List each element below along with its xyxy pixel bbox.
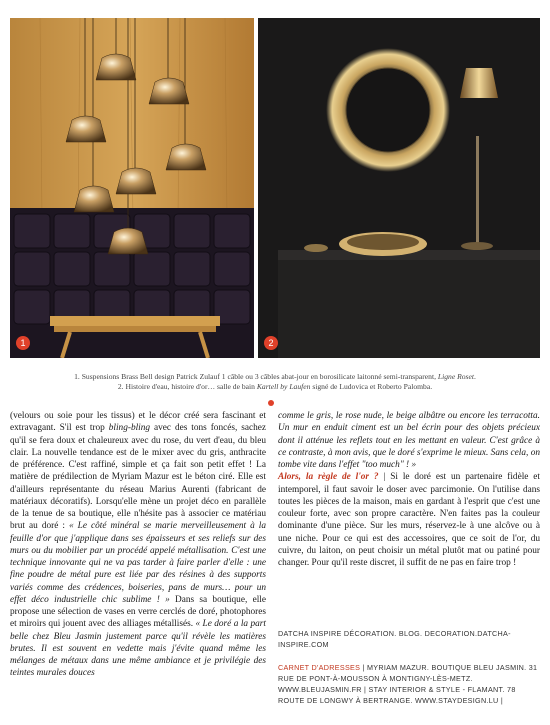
text-run: Dans sa boutique, elle propose une sélection de vases en verre cerclés de doré, photophores et miroirs qui jouent avec des alliages métallisés. <box>10 594 266 630</box>
photo-number-badge: 2 <box>264 336 278 350</box>
article-column-right <box>278 410 540 569</box>
text-run: avec des tons foncés, sachez qu'il se fera doux et chaleureux avec du rose, du vert d'eau, du bleu clair. La nouvelle tendance est de le mixer avec du gris, anthracite de préférence. C'est raffiné, simple et ça fait son petit effet ! La matière de prédilection de Myriam Mazur est le béton ciré. Elle est d'ailleurs représentante du réseau Marius Aurenti (fabricant de matériaux décoratifs). Lorsqu'elle mène un projet déco en parallèle de la tenue de sa boutique, elle n'hésite pas à associer ce matériau brut au doré : <box>10 423 266 532</box>
address-book-text: | MYRIAM MAZUR. BOUTIQUE BLEU JASMIN. 31 RUE DE PONT-À-MOUSSON À MONTIGNY-LÈS-METZ. WWW.BLEUJASMIN.FR | STAY INTERIOR & STYLE - FLAMANT. 78 ROUTE DE LONGWY À BERTRANGE. WWW.STAYDESIGN.LU | <box>278 663 538 705</box>
text-run: « Le doré a la part belle chez Bleu Jasmin justement parce qu'il révèle les matières brutes. Il est souvent en vedette mais j'évite quand même les mélanges de métaux dans une même ambiance et je privilégie des teintes murales douces <box>10 619 266 679</box>
caption-line-2: 2. Histoire d'eau, histoire d'or… salle de bain Kartell by Laufen signé de Ludovica et Roberto Palomba. <box>117 382 433 391</box>
credit-blog: DATCHA INSPIRE DÉCORATION. BLOG. DECORATION.DATCHA-INSPIRE.COM <box>278 629 511 649</box>
address-book-label: CARNET D'ADRESSES <box>278 663 361 672</box>
text-run: (velours ou soie pour les tissus) et le décor créé sera fascinant et extravagant. S'il est trop <box>10 411 266 434</box>
photo-golden-bathroom <box>258 18 540 358</box>
photo-brass-bell-lamps <box>10 18 254 358</box>
photo-number-badge: 1 <box>16 336 30 350</box>
caption-line-1: 1. Suspensions Brass Bell design Patrick Zulauf 1 câble ou 3 câbles abat-jour en borosilicate laitonné semi-transparent, Ligne Roset. <box>74 372 476 381</box>
text-run: « Le côté minéral se marie merveilleusement à la feuille d'or que j'applique dans ses épaisseurs et ses reliefs sur des murs ou du mobilier par un procédé appelé métallisation. C'est une technique innovante qui ne va pas tarder à faire parler d'elle : une fine poudre de métal pure est liée par des résines à des supports variés comme des crédences, boiseries, pans de murs… pour un effet déco industrielle chic sublime ! » <box>10 521 266 605</box>
article-lede: Alors, la règle de l'or ? <box>278 472 379 483</box>
photo-caption <box>30 372 520 392</box>
separator-dot <box>268 400 274 406</box>
text-run: bling-bling <box>108 423 151 434</box>
credit-address-book <box>278 662 540 706</box>
text-run: | Si le doré est un partenaire fidèle et intemporel, il faut savoir le doser avec parcimonie. On l'utilise dans toutes les pièces de la maison, mais en gardant à l'esprit que c'est une couleur forte, avec son propre caractère. N'en faites pas la couleur dominante d'une pièce. Sur les murs, réservez-le à une alcôve ou à une niche. Pour ce qui est des accessoires, que ce soit de l'or, du cuivre, du laiton, on peut choisir un métal plutôt mat ou patiné pour changer. Pour qu'il reste discret, il suffit de ne pas en faire trop ! <box>278 472 540 568</box>
lamps-illustration <box>10 18 254 358</box>
article-paragraph <box>10 410 266 680</box>
bathroom-illustration <box>258 18 540 358</box>
text-run: comme le gris, le rose nude, le beige albâtre ou encore les terracotta. Un mur en enduit ciment est un bel écrin pour des objets précieux dont il atténue les reflets tout en les mettant en valeur. C'est grâce à ce contraste, à mon avis, que le doré s'exprime le mieux. Sans cela, on tombe vite dans l'effet "too much" ! » <box>278 411 540 470</box>
article-column-left <box>10 410 266 680</box>
article-paragraph <box>278 410 540 471</box>
article-paragraph <box>278 471 540 569</box>
